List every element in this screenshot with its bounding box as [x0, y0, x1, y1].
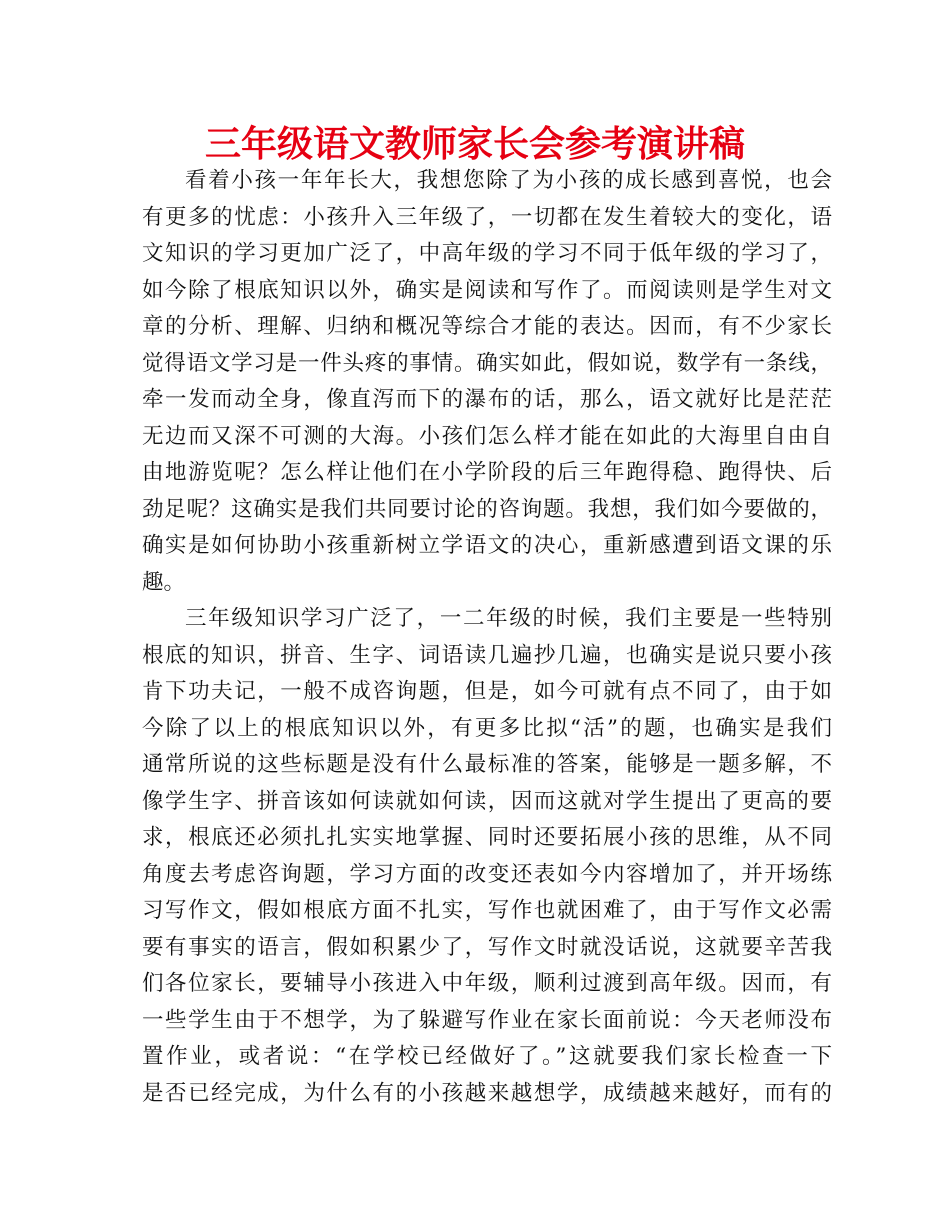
text-line: 求，根底还必须扎扎实实地掌握、同时还要拓展小孩的思维，从不同	[142, 825, 832, 850]
text-line: 通常所说的这些标题是没有什么最标准的答案，能够是一题多解，不	[142, 752, 832, 777]
text-line: 章的分析、理解、归纳和概况等综合才能的表达。因而，有不少家长	[142, 314, 832, 339]
text-line: 觉得语文学习是一件头疼的事情。确实如此，假如说，数学有一条线，	[142, 350, 832, 376]
text-line: 看着小孩一年年长大，我想您除了为小孩的成长感到喜悦，也会	[185, 168, 832, 193]
text-line: 是否已经完成，为什么有的小孩越来越想学，成绩越来越好，而有的	[142, 1080, 832, 1106]
text-line: 三年级知识学习广泛了，一二年级的时候，我们主要是一些特别	[185, 606, 832, 631]
text-line: 文知识的学习更加广泛了，中高年级的学习不同于低年级的学习了，	[142, 241, 832, 266]
text-line: 像学生字、拼音该如何读就如何读，因而这就对学生提出了更高的要	[142, 788, 832, 814]
paragraph-1	[142, 163, 832, 601]
paragraph-2	[142, 601, 832, 1112]
text-line: 们各位家长，要辅导小孩进入中年级，顺利过渡到高年级。因而，有	[142, 971, 832, 996]
document-title: 三年级语文教师家长会参考演讲稿	[204, 124, 745, 165]
text-line: 确实是如何协助小孩重新树立学语文的决心，重新感遭到语文课的乐	[142, 533, 832, 558]
text-line: 一些学生由于不想学，为了躲避写作业在家长面前说：今天老师没布	[142, 1007, 832, 1033]
text-line: 今除了以上的根底知识以外，有更多比拟“活”的题，也确实是我们	[142, 715, 832, 741]
text-line: 如今除了根底知识以外，确实是阅读和写作了。而阅读则是学生对文	[142, 277, 832, 303]
text-line: 有更多的忧虑：小孩升入三年级了，一切都在发生着较大的变化，语	[142, 204, 832, 230]
text-line: 要有事实的语言，假如积累少了，写作文时就没话说，这就要辛苦我	[142, 934, 832, 960]
text-line: 由地游览呢？怎么样让他们在小学阶段的后三年跑得稳、跑得快、后	[142, 460, 832, 485]
text-line: 根底的知识，拼音、生字、词语读几遍抄几遍，也确实是说只要小孩	[142, 642, 832, 668]
text-line: 趣。	[142, 569, 186, 595]
text-line: 无边而又深不可测的大海。小孩们怎么样才能在如此的大海里自由自	[142, 423, 832, 449]
text-line: 肯下功夫记，一般不成咨询题，但是，如今可就有点不同了，由于如	[142, 679, 832, 704]
text-line: 牵一发而动全身，像直泻而下的瀑布的话，那么，语文就好比是茫茫	[142, 387, 832, 412]
document-body	[142, 163, 832, 1112]
text-line: 角度去考虑咨询题，学习方面的改变还表如今内容增加了，并开场练	[142, 861, 832, 887]
text-line: 置作业，或者说：“在学校已经做好了。”这就要我们家长检查一下	[142, 1044, 832, 1069]
text-line: 习写作文，假如根底方面不扎实，写作也就困难了，由于写作文必需	[142, 898, 832, 923]
text-line: 劲足呢？这确实是我们共同要讨论的咨询题。我想，我们如今要做的，	[142, 496, 832, 522]
